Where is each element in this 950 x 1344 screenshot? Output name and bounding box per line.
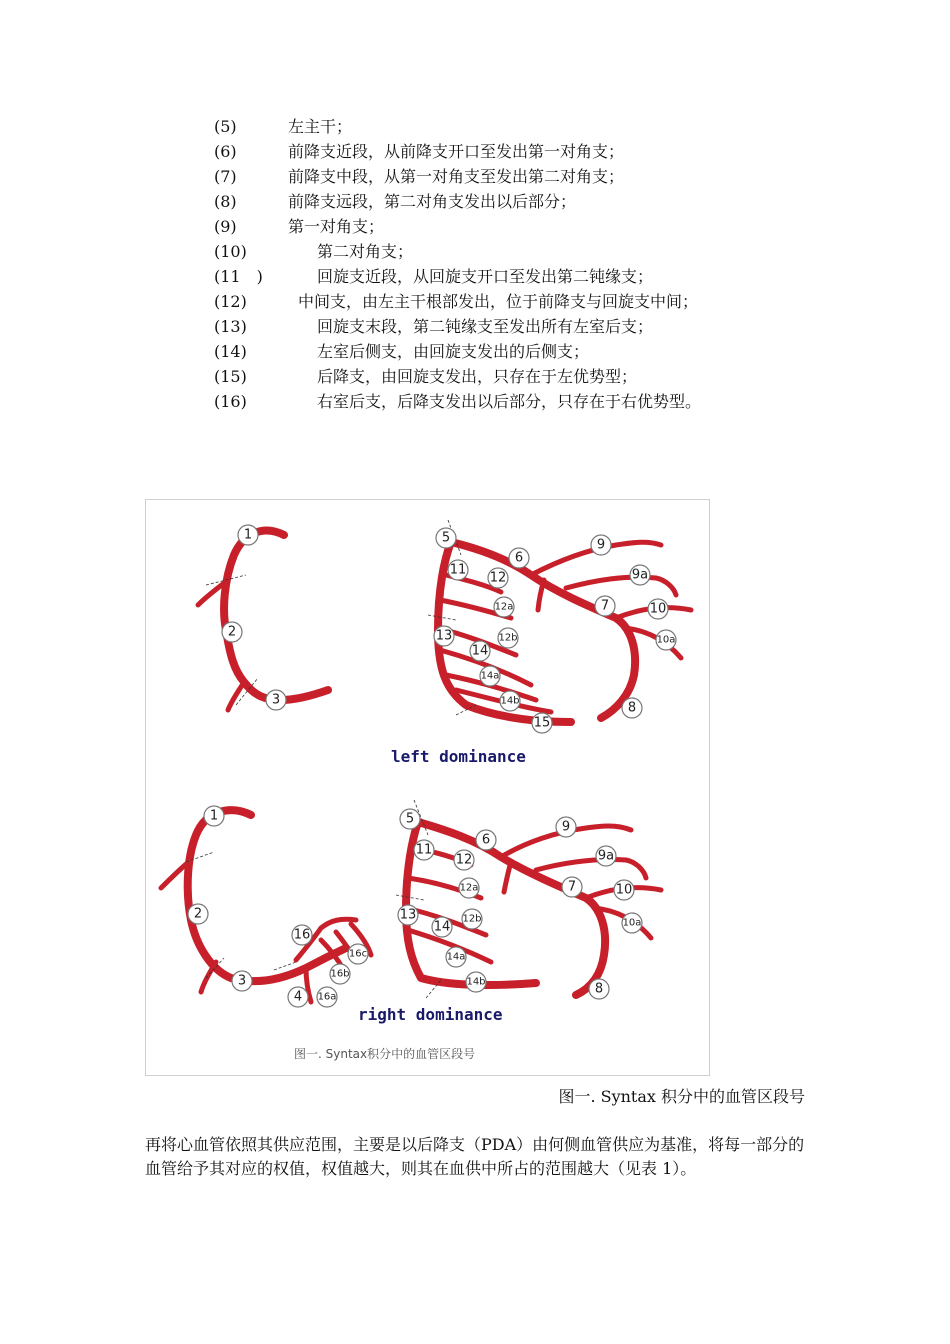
segment-label-left-2 [222, 622, 242, 642]
segment-label-right-9 [556, 817, 576, 837]
segment-label-text: 9a [631, 567, 649, 583]
segment-label-text: 13 [399, 907, 417, 923]
segment-label-text: 10a [622, 917, 642, 929]
segment-label-left-12a [494, 597, 514, 617]
segment-label-text: 4 [293, 989, 303, 1005]
segment-label-text: 12b [498, 632, 518, 644]
segment-label-text: 9a [597, 848, 615, 864]
segment-label-right-9a [596, 846, 616, 866]
segment-description: 前降支中段，从第一对角支至发出第二对角支； [288, 167, 625, 186]
segment-label-text: 8 [627, 700, 637, 716]
segment-label-right-12a [459, 878, 479, 898]
segment-label-text: 9 [561, 819, 571, 835]
segment-label-right-5 [400, 809, 420, 829]
segment-label-left-14a [480, 666, 500, 686]
segment-row [214, 264, 914, 289]
segment-label-right-8 [589, 979, 609, 999]
segment-label-text: 11 [449, 562, 467, 578]
coronary-diagram [146, 500, 709, 1075]
segment-label-right-14 [432, 917, 452, 937]
segment-label-text: 12b [462, 913, 482, 925]
segment-label-text: 10 [615, 882, 633, 898]
segment-label-text: 3 [271, 692, 281, 708]
segment-label-right-4 [288, 987, 308, 1007]
right-dominance-label: right dominance [358, 1005, 503, 1024]
segment-label-right-16c [348, 944, 368, 964]
segment-number: (14) [214, 342, 247, 361]
segment-label-right-16 [292, 925, 312, 945]
segment-label-right-10 [614, 880, 634, 900]
segment-description: 前降支近段，从前降支开口至发出第一对角支； [288, 142, 625, 161]
segment-label-left-12 [488, 568, 508, 588]
segment-label-left-11 [448, 560, 468, 580]
segment-row [214, 389, 914, 414]
segment-label-right-13 [398, 905, 418, 925]
rca-left-dominance [198, 531, 328, 710]
segment-label-left-13 [434, 626, 454, 646]
segment-number: (8) [214, 192, 237, 211]
segment-label-text: 16a [317, 991, 337, 1003]
segment-label-right-12b [462, 909, 482, 929]
segment-label-text: 2 [227, 624, 237, 640]
segment-label-text: 12 [489, 570, 507, 586]
segment-label-text: 3 [237, 973, 247, 989]
segment-label-left-15 [532, 713, 552, 733]
segment-label-text: 14b [466, 976, 486, 988]
segment-description: 左主干； [288, 117, 353, 136]
segment-number: (10) [214, 242, 247, 261]
segment-description: 后降支，由回旋支发出，只存在于左优势型； [317, 367, 638, 386]
left-dominance-label: left dominance [391, 747, 526, 766]
segment-number: (7) [214, 167, 237, 186]
segment-number: (13) [214, 317, 247, 336]
segment-label-left-10a [656, 630, 676, 650]
segment-label-right-12 [454, 850, 474, 870]
segment-label-text: 9 [596, 537, 606, 553]
segment-number: (6) [214, 142, 237, 161]
segment-label-left-9a [630, 565, 650, 585]
segment-label-right-16b [330, 964, 350, 984]
segment-label-text: 12a [459, 882, 479, 894]
segment-label-left-1 [238, 525, 258, 545]
segment-label-right-11 [414, 840, 434, 860]
figure-inner-caption: 图一. Syntax积分中的血管区段号 [294, 1047, 476, 1061]
segment-label-text: 12a [494, 601, 514, 613]
segment-row [214, 239, 914, 264]
segment-label-right-14a [446, 947, 466, 967]
segment-number: (12) [214, 292, 247, 311]
figure-caption: 图一. Syntax 积分中的血管区段号 [558, 1087, 805, 1106]
segment-label-text: 16 [293, 927, 311, 943]
segment-label-text: 5 [405, 811, 415, 827]
segment-label-right-16a [317, 987, 337, 1007]
segment-label-text: 1 [243, 527, 253, 543]
segment-label-right-2 [188, 904, 208, 924]
segment-label-text: 6 [514, 550, 524, 566]
segment-description: 回旋支近段，从回旋支开口至发出第二钝缘支； [317, 267, 654, 286]
segment-label-left-14b [500, 691, 520, 711]
segment-row [214, 214, 914, 239]
segment-row [214, 314, 914, 339]
segment-row [214, 164, 914, 189]
segment-label-text: 14 [433, 919, 451, 935]
segment-label-right-1 [204, 806, 224, 826]
segment-description: 左室后侧支，由回旋支发出的后侧支； [317, 342, 590, 361]
segment-label-left-9 [591, 535, 611, 555]
segment-label-left-10 [648, 599, 668, 619]
segment-description: 第二对角支； [317, 242, 414, 261]
segment-label-left-3 [266, 690, 286, 710]
segment-label-text: 16c [348, 948, 368, 960]
segment-label-text: 6 [481, 832, 491, 848]
segment-label-text: 14a [446, 951, 466, 963]
segment-label-text: 10 [649, 601, 667, 617]
segment-description: 回旋支末段，第二钝缘支至发出所有左室后支； [317, 317, 654, 336]
segment-label-right-14b [466, 972, 486, 992]
segment-number: (11 ) [214, 267, 263, 286]
segment-label-text: 7 [567, 879, 577, 895]
lca-left-dominance [428, 520, 691, 722]
segment-description: 右室后支，后降支发出以后部分，只存在于右优势型。 [317, 392, 702, 411]
segment-label-left-12b [498, 628, 518, 648]
segment-label-text: 15 [533, 715, 551, 731]
segment-label-left-8 [622, 698, 642, 718]
segment-row [214, 139, 914, 164]
segment-number: (16) [214, 392, 247, 411]
segment-label-left-6 [509, 548, 529, 568]
segment-label-text: 12 [455, 852, 473, 868]
segment-label-text: 11 [415, 842, 433, 858]
segment-row [214, 339, 914, 364]
segment-description: 前降支远段，第二对角支发出以后部分； [288, 192, 577, 211]
segment-label-right-3 [232, 971, 252, 991]
body-paragraph: 再将心血管依照其供应范围，主要是以后降支（PDA）由何侧血管供应为基准，将每一部分的血管给予其对应的权值，权值越大，则其在血供中所占的范围越大（见表 1）。 [145, 1135, 805, 1178]
segment-number: (9) [214, 217, 237, 236]
segment-list [214, 114, 914, 414]
segment-label-left-14 [470, 641, 490, 661]
segment-description: 第一对角支； [288, 217, 385, 236]
segment-label-text: 14a [480, 670, 500, 682]
segment-label-text: 14 [471, 643, 489, 659]
segment-label-text: 2 [193, 906, 203, 922]
segment-label-right-7 [562, 877, 582, 897]
segment-label-left-7 [595, 596, 615, 616]
segment-row [214, 364, 914, 389]
syntax-segment-figure [145, 499, 710, 1076]
segment-label-text: 8 [594, 981, 604, 997]
segment-label-right-10a [622, 913, 642, 933]
segment-label-text: 14b [500, 695, 520, 707]
segment-label-right-6 [476, 830, 496, 850]
segment-row [214, 114, 914, 139]
segment-label-text: 13 [435, 628, 453, 644]
segment-label-text: 1 [209, 808, 219, 824]
segment-row [214, 289, 914, 314]
segment-number: (5) [214, 117, 237, 136]
segment-label-text: 16b [330, 968, 350, 980]
segment-description: 中间支，由左主干根部发出，位于前降支与回旋支中间； [298, 292, 699, 311]
segment-number: (15) [214, 367, 247, 386]
segment-label-left-5 [436, 528, 456, 548]
segment-label-text: 10a [656, 634, 676, 646]
segment-label-text: 5 [441, 530, 451, 546]
segment-row [214, 189, 914, 214]
segment-label-text: 7 [600, 598, 610, 614]
